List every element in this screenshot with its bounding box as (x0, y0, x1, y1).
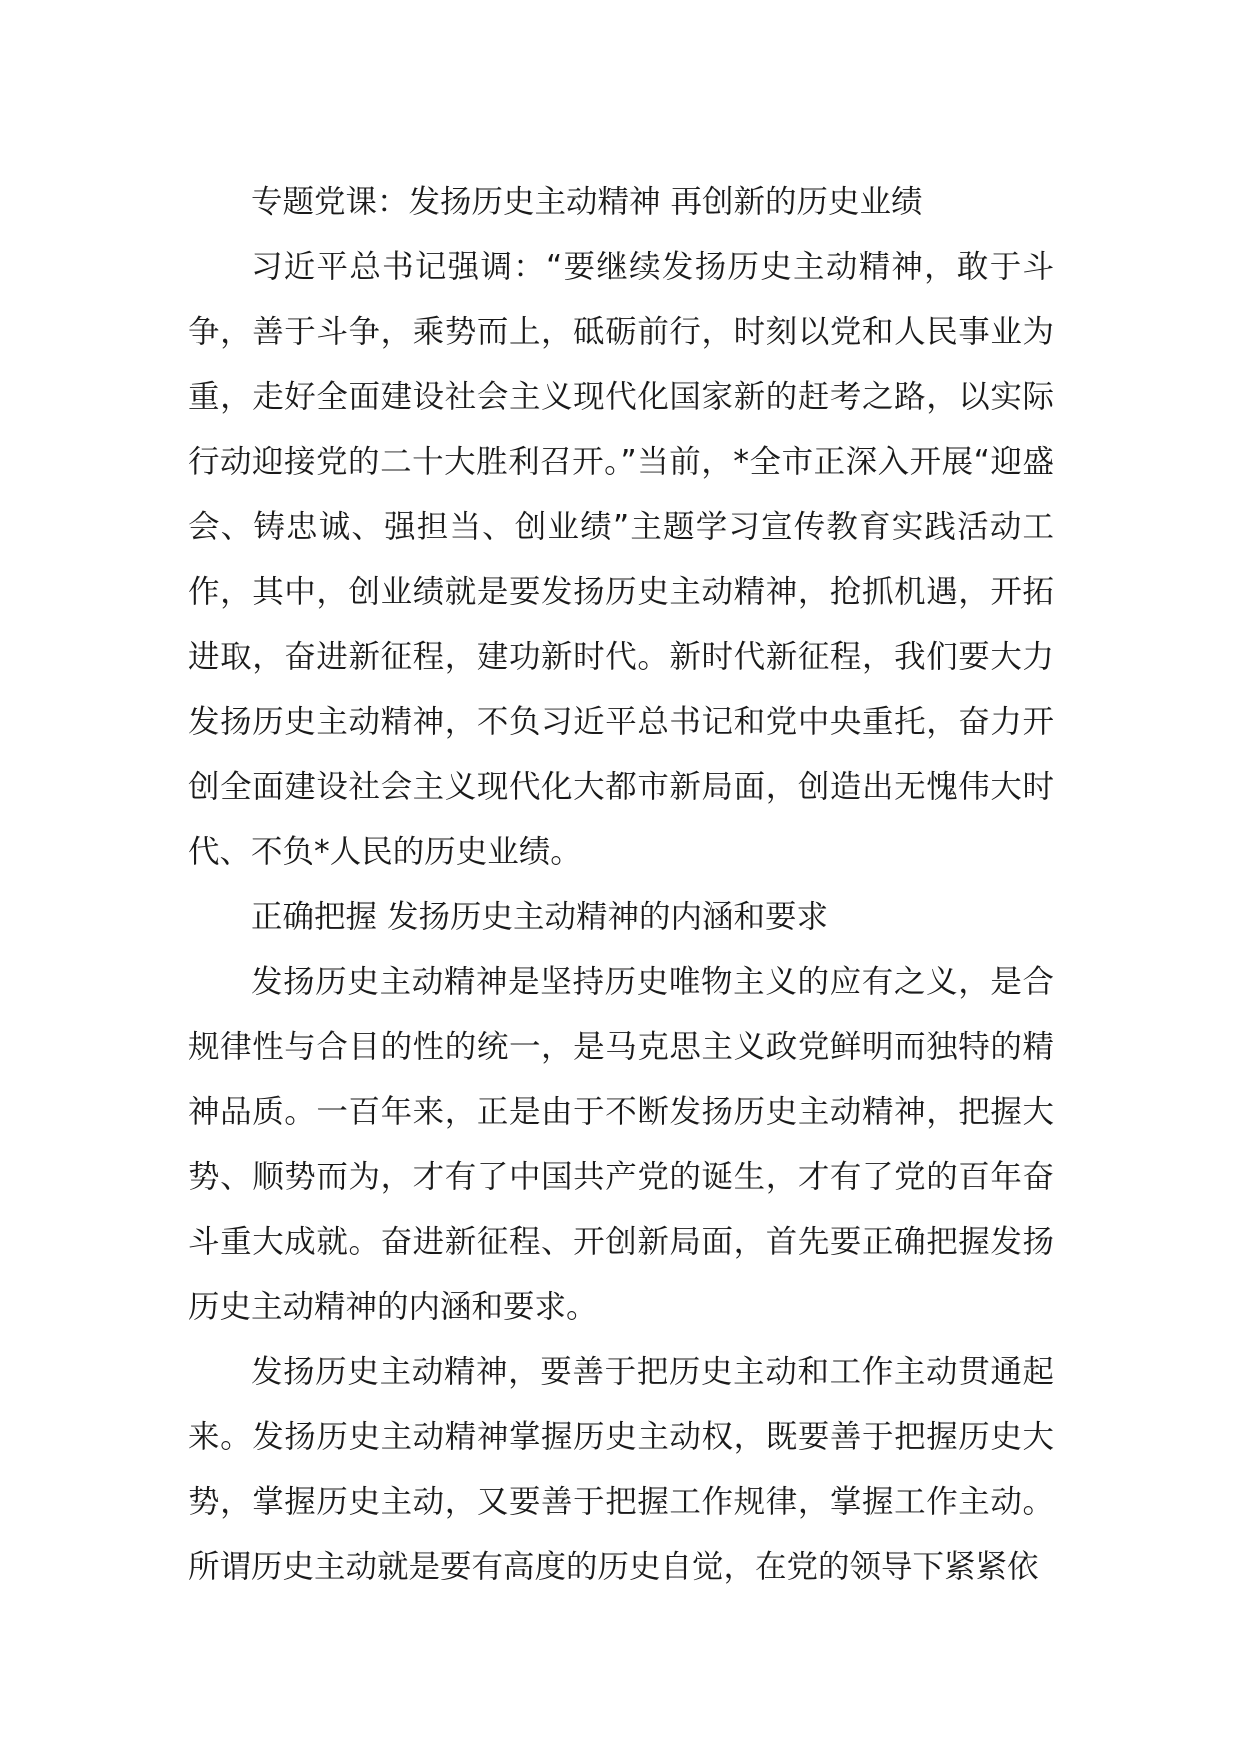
intro-paragraph: 习近平总书记强调：“要继续发扬历史主动精神，敢于斗争，善于斗争，乘势而上，砥砺前行，时刻以党和人民事业为重，走好全面建设社会主义现代化国家新的赶考之路，以实际行动迎接党的二十大胜利召开。”当前，*全市正深入开展“迎盛会、铸忠诚、强担当、创业绩”主题学习宣传教育实践活动工作，其中，创业绩就是要发扬历史主动精神，抢抓机遇，开拓进取，奋进新征程，建功新时代。新时代新征程，我们要大力发扬历史主动精神，不负习近平总书记和党中央重托，奋力开创全面建设社会主义现代化大都市新局面，创造出无愧伟大时代、不负*人民的历史业绩。 (188, 249, 1054, 870)
section-paragraph-1: 发扬历史主动精神是坚持历史唯物主义的应有之义，是合规律性与合目的性的统一，是马克思主义政党鲜明而独特的精神品质。一百年来，正是由于不断发扬历史主动精神，把握大势、顺势而为，才有了中国共产党的诞生，才有了党的百年奋斗重大成就。奋进新征程、开创新局面，首先要正确把握发扬历史主动精神的内涵和要求。 (188, 964, 1054, 1325)
section-paragraph-2: 发扬历史主动精神，要善于把历史主动和工作主动贯通起来。发扬历史主动精神掌握历史主动权，既要善于把握历史大势，掌握历史主动，又要善于把握工作规律，掌握工作主动。所谓历史主动就是要有高度的历史自觉，在党的领导下紧紧依 (188, 1354, 1054, 1585)
document-page (188, 170, 1054, 1600)
document-title: 专题党课：发扬历史主动精神 再创新的历史业绩 (251, 184, 923, 220)
section-heading: 正确把握 发扬历史主动精神的内涵和要求 (251, 899, 829, 935)
